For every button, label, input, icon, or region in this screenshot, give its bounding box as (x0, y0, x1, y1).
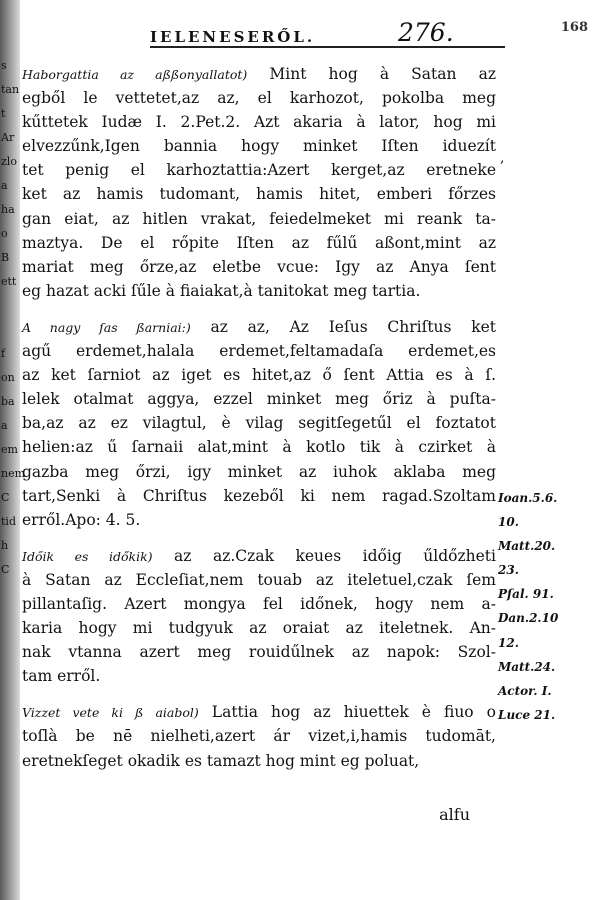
line-text: eretnekſeget okadik es tamazt hog mint eg poluat, (22, 751, 420, 770)
text-line (22, 484, 496, 508)
line-text: toſlà be nē nielheti,azert ár vizet,i,hamis tudomāt, (22, 727, 496, 746)
line-text: gazba meg őrzi, igy minket az iuhok aklaba meg (22, 462, 496, 481)
line-text: helien:az ű ſarnaii alat,mint à kotlo tik à czirket à (22, 438, 496, 457)
text-line (22, 207, 496, 231)
text-line (22, 592, 496, 616)
text-line (22, 435, 496, 459)
gutter-fragment: tid (1, 515, 16, 528)
text-line (22, 279, 496, 303)
line-text: az az.Czak keues időig űldőzheti (152, 546, 496, 565)
line-text: eg hazat acki ſűle à fiaiakat,à tanitokat meg tartia. (22, 281, 421, 300)
margin-note: Luce 21. (498, 707, 556, 722)
line-text: à Satan az Eccleſiat,nem touab az iteletuel,czak ſem (22, 570, 496, 589)
text-line (22, 616, 496, 640)
text-line (22, 508, 496, 532)
text-line (22, 749, 496, 773)
lemma: Időik es időkik) (22, 548, 153, 564)
line-text: Lattia hog az hiuettek è fiuo o (198, 703, 496, 722)
margin-note: Matt.24. (498, 659, 556, 674)
margin-mark: , (500, 150, 505, 166)
text-line (22, 363, 496, 387)
gutter-fragment: a (1, 179, 8, 192)
paragraph (22, 62, 496, 303)
gutter-fragment: nem (1, 467, 26, 480)
line-text: mariat meg őrze,az eletbe vcue: Igy az Anya ſent (22, 257, 496, 276)
gutter-fragment: Ar (1, 131, 15, 144)
lemma: A nagy ſas ßarniai:) (22, 319, 191, 335)
gutter-fragment: zlo (1, 155, 17, 168)
text-line (22, 182, 496, 206)
line-text: karia hogy mi tudgyuk az oraiat az iteletnek. An- (22, 619, 496, 638)
margin-note: Matt.20. (498, 539, 556, 554)
margin-note: 12. (498, 635, 519, 650)
line-text: lelek otalmat aggya, ezzel minket meg őriz à puſta- (22, 390, 496, 409)
text-line (22, 387, 496, 411)
gutter-fragment: tan (1, 83, 20, 96)
text-line (22, 158, 496, 182)
line-text: kűttetek Iudæ I. 2.Pet.2. Azt akaria à lator, hog mi (22, 113, 496, 132)
line-text: gan eiat, az hitlen vrakat, feiedelmeket mi reank ta- (22, 209, 496, 228)
gutter-fragment: ett (1, 275, 17, 288)
lemma: Vizzet vete ki ß aiabol) (22, 705, 199, 721)
text-line (22, 640, 496, 664)
margin-notes (498, 486, 594, 727)
margin-note: Ioan.5.6. (498, 491, 558, 505)
gutter-fragment: a (1, 419, 8, 432)
text-line (22, 568, 496, 592)
margin-note: 23. (498, 563, 519, 578)
line-text: nak vtanna azert meg rouidűlnek az napok: Szol- (22, 643, 496, 662)
main-text (22, 62, 496, 785)
text-line (22, 134, 496, 158)
gutter-fragment: ha (1, 203, 15, 216)
line-text: pillantaſig. Azert mongya fel időnek, hogy nem a- (22, 594, 496, 613)
line-text: maztya. De el rőpite Iſten az fűlű aßont,mint az (22, 233, 496, 252)
line-text: ba,az az ez vilagtul, è vilag segitſegetűl el foztatot (22, 414, 496, 433)
margin-note: 10. (498, 515, 519, 530)
gutter-fragment: on (1, 371, 15, 384)
catchword: alfu (439, 805, 470, 824)
lemma: Haborgattia az aßßonyallatot) (22, 67, 248, 82)
gutter-fragment: B (1, 251, 10, 264)
gutter-fragment: ba (1, 395, 15, 408)
folio-number: 168 (560, 20, 588, 35)
line-text: tam erről. (22, 667, 101, 686)
text-line (22, 86, 496, 110)
gutter-fragment: s (1, 59, 7, 72)
line-text: elvezzűnk,Igen bannia hogy minket Iſten iduezít (22, 137, 496, 156)
text-line (22, 62, 496, 86)
line-text: tart,Senki à Chriſtus kezeből ki nem ragad.Szoltam (22, 486, 496, 505)
line-text: agű erdemet,halala erdemet,feltamadaſa erdemet,es (22, 342, 496, 361)
line-text: az az, Az Ieſus Chriſtus ket (190, 317, 496, 336)
paragraph (22, 315, 496, 532)
gutter-fragment: h (1, 539, 9, 552)
margin-note: Pſal. 91. (498, 587, 554, 602)
margin-note: Dan.2.10 (498, 611, 559, 626)
header-rule (150, 46, 505, 48)
text-line (22, 339, 496, 363)
text-line (22, 700, 496, 724)
line-text: tet penig el karhoztattia:Azert kerget,az eretneke (22, 161, 496, 180)
gutter-fragment: em (1, 443, 18, 456)
text-line (22, 460, 496, 484)
text-line (22, 664, 496, 688)
margin-note: Actor. I. (498, 683, 552, 698)
line-text: az ket ſarniot az iget es hitet,az ő ſent Attia es à ſ. (22, 366, 496, 385)
text-line (22, 231, 496, 255)
gutter-fragment: C (1, 491, 10, 504)
text-line (22, 411, 496, 435)
gutter-fragment: f (1, 347, 6, 360)
text-line (22, 255, 496, 279)
page-header (150, 18, 500, 52)
text-line (22, 724, 496, 748)
text-line (22, 110, 496, 134)
page-number: 276. (398, 18, 454, 47)
gutter-fragment: t (1, 107, 6, 120)
paragraph (22, 700, 496, 772)
gutter-fragment: C (1, 563, 10, 576)
text-line (22, 315, 496, 339)
running-title: IELENESERŐL. (150, 28, 316, 46)
line-text: ket az hamis tudomant, hamis hitet, emberi főrzes (22, 185, 496, 204)
gutter-fragment: o (1, 227, 8, 240)
paragraph (22, 544, 496, 689)
text-line (22, 544, 496, 568)
line-text: erről.Apo: 4. 5. (22, 510, 141, 529)
line-text: egből le vettetet,az az, el karhozot, pokolba meg (22, 89, 496, 108)
line-text: Mint hog à Satan az (247, 65, 497, 83)
